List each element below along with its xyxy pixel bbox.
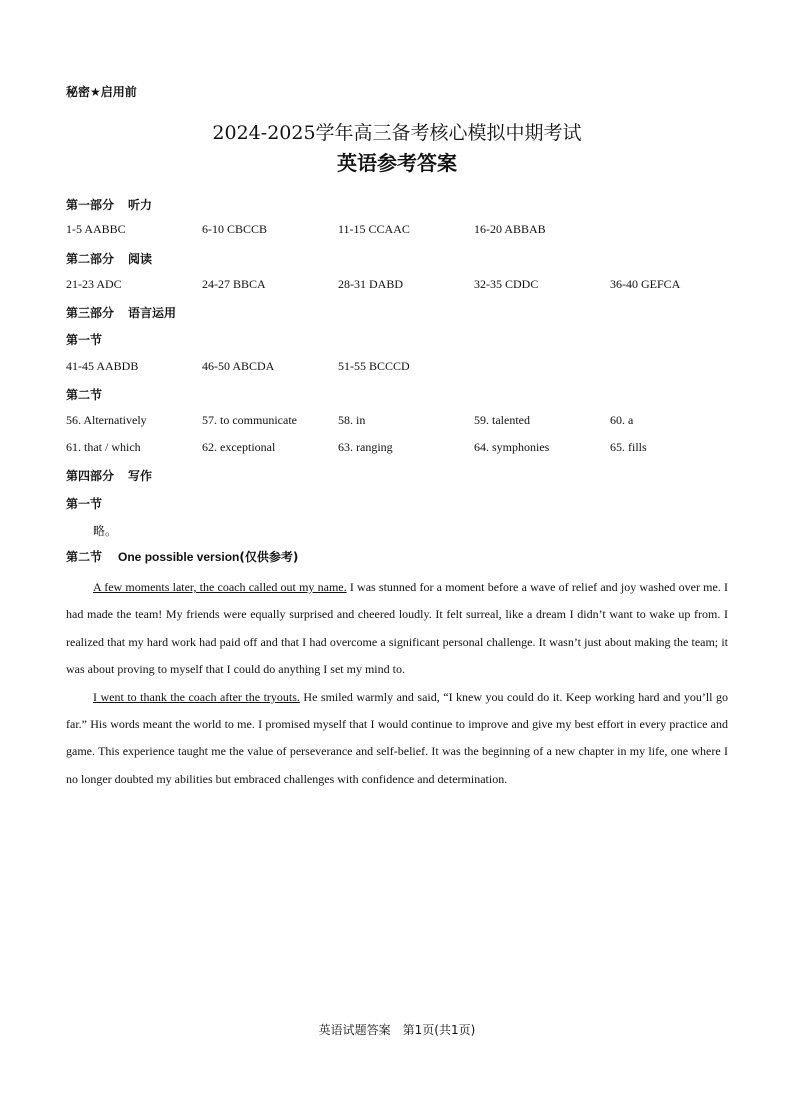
paragraph-1-body: I was stunned for a moment before a wave of relief and joy washed over me. I had made the team! My friends were equally surprised and cheered loudly. It felt surreal, like a dream I didn’t want to wake up from. I realized that my hard work had paid off and that I had overcome a significant personal challenge. It wasn’t just about making the team; it was about proving to myself that I could do anything I set my mind to.	[66, 580, 729, 677]
answer-item: 62. exceptional	[202, 440, 276, 454]
part1-title: 第一部分	[66, 198, 115, 212]
part4-subtitle: 写作	[128, 469, 153, 483]
version-label: One possible version	[118, 550, 240, 564]
part3-subtitle: 语言运用	[128, 306, 177, 320]
answer-group: 11-15 CCAAC	[338, 222, 410, 236]
answer-group: 24-27 BBCA	[202, 277, 266, 291]
answer-item: 59. talented	[474, 413, 530, 427]
answer-item: 60. a	[610, 413, 634, 427]
model-essay	[66, 574, 728, 793]
part4-heading	[66, 467, 152, 484]
paragraph-1-lead: A few moments later, the coach called out my name.	[93, 580, 347, 594]
answer-group: 28-31 DABD	[338, 277, 403, 291]
confidential-label: 秘密★启用前	[66, 85, 137, 99]
answer-group: 36-40 GEFCA	[610, 277, 681, 291]
part4-section2-title: 第二节	[66, 550, 103, 564]
answer-group: 1-5 AABBC	[66, 222, 126, 236]
part4-section1-title: 第一节	[66, 497, 103, 511]
essay-paragraph-2	[66, 684, 728, 794]
part2-subtitle: 阅读	[128, 252, 153, 266]
answer-item: 64. symphonies	[474, 440, 550, 454]
answer-item: 61. that / which	[66, 440, 141, 454]
paragraph-2-lead: I went to thank the coach after the tryouts.	[93, 689, 300, 704]
answer-group: 41-45 AABDB	[66, 359, 139, 373]
answer-group: 51-55 BCCCD	[338, 359, 410, 373]
part3-section1-answers	[0, 359, 794, 375]
answer-item: 63. ranging	[338, 440, 393, 454]
part4-section2-heading	[66, 548, 298, 565]
part1-answers	[0, 222, 794, 238]
part4-title: 第四部分	[66, 469, 115, 483]
answer-item: 65. fills	[610, 440, 647, 454]
answer-group: 46-50 ABCDA	[202, 359, 275, 373]
answer-key-title: 英语参考答案	[337, 151, 457, 175]
answer-item: 57. to communicate	[202, 413, 297, 427]
part1-subtitle: 听力	[128, 198, 153, 212]
part3-section2-row1	[0, 413, 794, 429]
page-footer: 英语试题答案 第1页(共1页)	[318, 1023, 476, 1037]
essay-paragraph-1	[66, 574, 728, 684]
answer-group: 32-35 CDDC	[474, 277, 539, 291]
part2-heading	[66, 250, 152, 267]
answer-group: 16-20 ABBAB	[474, 222, 546, 236]
answer-group: 21-23 ADC	[66, 277, 122, 291]
part2-title: 第二部分	[66, 252, 115, 266]
part1-heading	[66, 196, 152, 213]
part3-section1-title: 第一节	[66, 333, 103, 347]
exam-title: 2024-2025学年高三备考核心模拟中期考试	[212, 122, 582, 144]
part4-section1-content: 略。	[93, 524, 118, 538]
part3-section2-title: 第二节	[66, 388, 103, 402]
part3-section2-row2	[0, 440, 794, 456]
answer-group: 6-10 CBCCB	[202, 222, 268, 236]
answer-item: 56. Alternatively	[66, 413, 147, 427]
paragraph-2-body: He smiled warmly and said, “I knew you could do it. Keep working hard and you’ll go far.” His words meant the world to me. I promised myself that I would continue to improve and give my best effort in every practice and game. This experience taught me the value of perseverance and self-belief. It was the beginning of a new chapter in my life, one where I no longer doubted my abilities but embraced challenges with confidence and determination.	[66, 689, 728, 786]
part2-answers	[0, 277, 794, 293]
part3-title: 第三部分	[66, 306, 115, 320]
reference-note: (仅供参考)	[239, 550, 299, 564]
answer-item: 58. in	[338, 413, 366, 427]
part3-heading	[66, 304, 176, 321]
